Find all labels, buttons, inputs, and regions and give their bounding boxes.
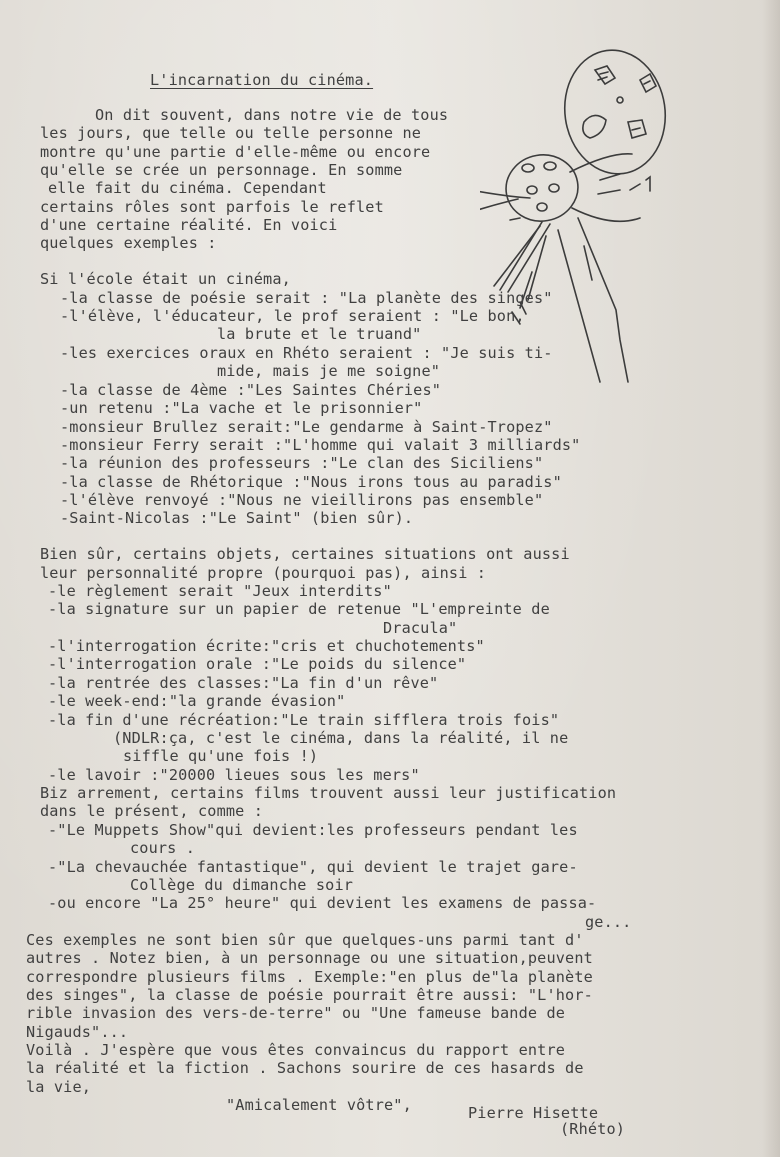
object-item: -le week-end:"la grande évasion"	[48, 692, 346, 710]
film-item: -"La chevauchée fantastique", qui devient le trajet gare-	[48, 858, 578, 876]
object-item: (NDLR:ça, c'est le cinéma, dans la réalité, il ne	[113, 729, 569, 747]
school-item: -l'élève, l'éducateur, le prof seraient : "Le bon,	[60, 307, 525, 325]
intro-line: d'une certaine réalité. En voici	[40, 216, 338, 234]
school-intro: Si l'école était un cinéma,	[40, 270, 291, 288]
closing-line: Voilà . J'espère que vous êtes convaincus du rapport entre	[26, 1041, 566, 1059]
film-item: cours .	[130, 839, 196, 857]
objects-intro-line: Bien sûr, certains objets, certaines situations ont aussi	[40, 545, 570, 563]
film-item: -ou encore "La 25° heure" qui devient les examens de passa-	[48, 894, 597, 912]
film-reel-icon	[480, 40, 730, 430]
signoff: "Amicalement vôtre",	[226, 1096, 412, 1114]
intro-line: elle fait du cinéma. Cependant	[48, 179, 327, 197]
author-class: (Rhéto)	[560, 1120, 626, 1138]
author-name: Pierre Hisette	[468, 1104, 599, 1122]
conclusion-line: correspondre plusieurs films . Exemple:"en plus de"la planète	[26, 968, 593, 986]
page-edge-shadow	[762, 0, 780, 1157]
object-item: -la signature sur un papier de retenue "L'empreinte de	[48, 600, 550, 618]
school-item: -la classe de 4ème :"Les Saintes Chéries"	[60, 381, 442, 399]
object-item: -l'interrogation orale :"Le poids du silence"	[48, 655, 467, 673]
school-item: -un retenu :"La vache et le prisonnier"	[60, 399, 423, 417]
school-item: -monsieur Brullez serait:"Le gendarme à Saint-Tropez"	[60, 418, 553, 436]
school-item: -Saint-Nicolas :"Le Saint" (bien sûr).	[60, 509, 414, 527]
conclusion-line: autres . Notez bien, à un personnage ou une situation,peuvent	[26, 949, 593, 967]
school-item: -les exercices oraux en Rhéto seraient : "Je suis ti-	[60, 344, 553, 362]
school-item: la brute et le truand"	[217, 325, 422, 343]
conclusion-line: rible invasion des vers-de-terre" ou "Une fameuse bande de	[26, 1004, 566, 1022]
document-title: L'incarnation du cinéma.	[150, 71, 374, 89]
object-item: Dracula"	[383, 619, 458, 637]
intro-line: les jours, que telle ou telle personne ne	[40, 124, 422, 142]
closing-line: la réalité et la fiction . Sachons sourire de ces hasards de	[26, 1059, 584, 1077]
school-item: -la réunion des professeurs :"Le clan des Siciliens"	[60, 454, 544, 472]
intro-line: certains rôles sont parfois le reflet	[40, 198, 384, 216]
intro-line: On dit souvent, dans notre vie de tous	[95, 106, 449, 124]
intro-line: qu'elle se crée un personnage. En somme	[40, 161, 403, 179]
object-item: siffle qu'une fois !)	[123, 747, 319, 765]
object-item: -la fin d'une récréation:"Le train sifflera trois fois"	[48, 711, 560, 729]
intro-line: quelques exemples :	[40, 234, 217, 252]
school-item: mide, mais je me soigne"	[217, 362, 441, 380]
school-item: -la classe de Rhétorique :"Nous irons tous au paradis"	[60, 473, 562, 491]
film-item: -"Le Muppets Show"qui devient:les professeurs pendant les	[48, 821, 578, 839]
conclusion-line: Ces exemples ne sont bien sûr que quelques-uns parmi tant d'	[26, 931, 584, 949]
films-intro-line: dans le présent, comme :	[40, 802, 264, 820]
object-item: -le lavoir :"20000 lieues sous les mers"	[48, 766, 420, 784]
school-item: -l'élève renvoyé :"Nous ne vieillirons pas ensemble"	[60, 491, 544, 509]
school-item: -monsieur Ferry serait :"L'homme qui valait 3 milliards"	[60, 436, 581, 454]
conclusion-line: Nigauds"...	[26, 1023, 129, 1041]
conclusion-line: des singes", la classe de poésie pourrait être aussi: "L'hor-	[26, 986, 593, 1004]
film-item: ge...	[585, 913, 632, 931]
school-item: -la classe de poésie serait : "La planète des singes"	[60, 289, 553, 307]
film-item: Collège du dimanche soir	[130, 876, 354, 894]
films-intro-line: Biz arrement, certains films trouvent aussi leur justification	[40, 784, 617, 802]
closing-line: la vie,	[26, 1078, 92, 1096]
object-item: -l'interrogation écrite:"cris et chuchotements"	[48, 637, 485, 655]
object-item: -le règlement serait "Jeux interdits"	[48, 582, 392, 600]
objects-intro-line: leur personnalité propre (pourquoi pas), ainsi :	[40, 564, 487, 582]
intro-line: montre qu'une partie d'elle-même ou encore	[40, 143, 431, 161]
object-item: -la rentrée des classes:"La fin d'un rêve"	[48, 674, 439, 692]
